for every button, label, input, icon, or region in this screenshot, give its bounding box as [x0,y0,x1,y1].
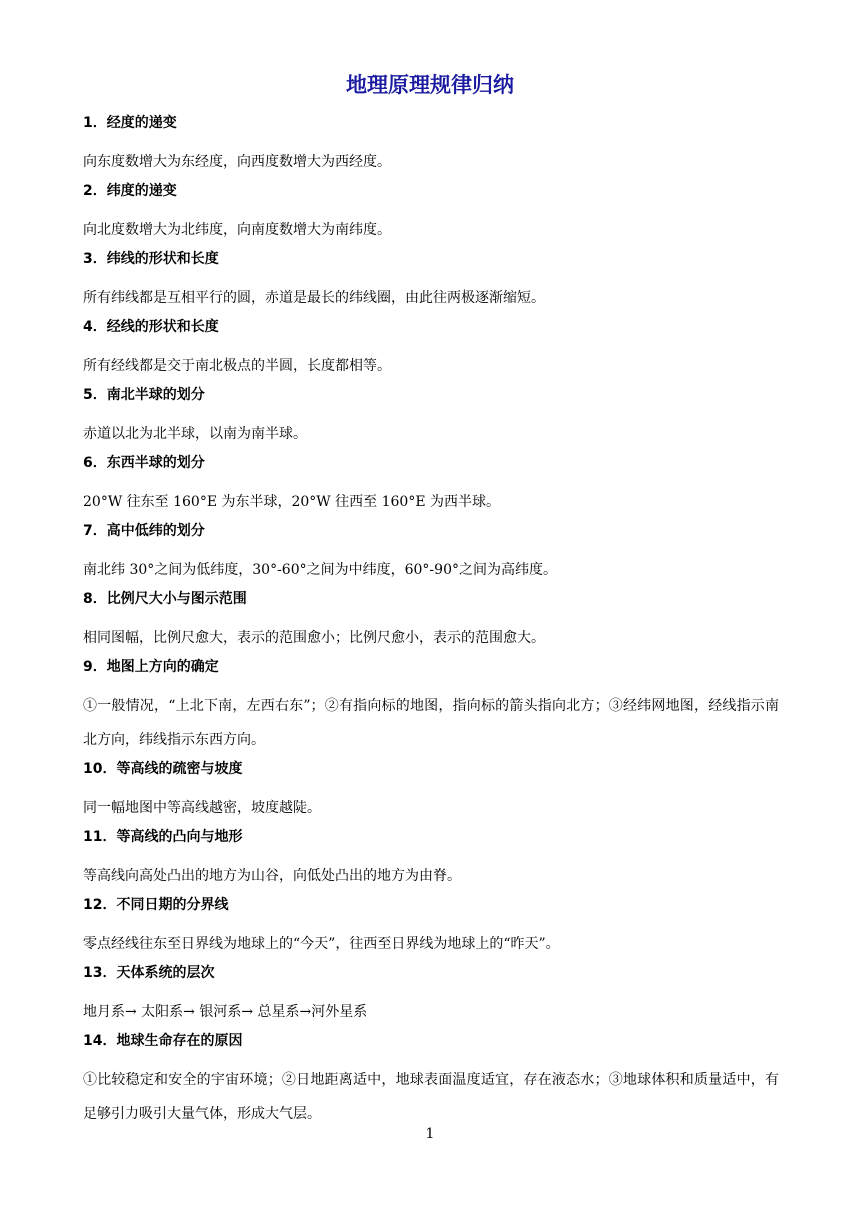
section-body: 向北度数增大为北纬度，向南度数增大为南纬度。 [83,222,391,238]
section-body: 南北纬 30°之间为低纬度，30°-60°之间为中纬度，60°-90°之间为高纬度。 [83,562,557,578]
section-heading: 13．天体系统的层次 [83,965,215,981]
section-10 [83,757,779,825]
page-number: 1 [425,1126,435,1142]
section-6 [83,451,779,519]
section-heading: 2．纬度的递变 [83,183,177,199]
section-body: 等高线向高处凸出的地方为山谷，向低处凸出的地方为由脊。 [83,868,461,884]
section-7 [83,519,779,587]
section-heading: 14．地球生命存在的原因 [83,1033,243,1049]
section-heading: 4．经线的形状和长度 [83,319,219,335]
section-body: 地月系→ 太阳系→ 银河系→ 总星系→河外星系 [83,1004,368,1020]
section-heading: 12．不同日期的分界线 [83,897,229,913]
section-body: ①比较稳定和安全的宇宙环境；②日地距离适中，地球表面温度适宜，存在液态水；③地球体积和质量适中，有足够引力吸引大量气体，形成大气层。 [83,1072,779,1122]
section-heading: 8．比例尺大小与图示范围 [83,591,247,607]
section-body: 向东度数增大为东经度，向西度数增大为西经度。 [83,154,391,170]
section-body: 同一幅地图中等高线越密，坡度越陡。 [83,800,321,816]
section-8 [83,587,779,655]
section-heading: 3．纬线的形状和长度 [83,251,219,267]
section-4 [83,315,779,383]
section-5 [83,383,779,451]
content-area [83,111,779,1131]
section-heading: 7．高中低纬的划分 [83,523,205,539]
page-title: 地理原理规律归纳 [346,73,514,97]
section-11 [83,825,779,893]
section-12 [83,893,779,961]
section-body: 赤道以北为北半球，以南为南半球。 [83,426,307,442]
section-13 [83,961,779,1029]
section-body: 20°W 往东至 160°E 为东半球，20°W 往西至 160°E 为西半球。 [83,494,500,510]
section-heading: 5．南北半球的划分 [83,387,205,403]
section-heading: 6．东西半球的划分 [83,455,205,471]
section-1 [83,111,779,179]
section-heading: 9．地图上方向的确定 [83,659,219,675]
section-9 [83,655,779,757]
section-body: ①一般情况，“上北下南，左西右东”；②有指向标的地图，指向标的箭头指向北方；③经纬网地图，经线指示南北方向，纬线指示东西方向。 [83,698,779,748]
section-body: 所有纬线都是互相平行的圆，赤道是最长的纬线圈，由此往两极逐渐缩短。 [83,290,545,306]
section-3 [83,247,779,315]
section-2 [83,179,779,247]
section-body: 相同图幅，比例尺愈大，表示的范围愈小；比例尺愈小，表示的范围愈大。 [83,630,545,646]
section-body: 零点经线往东至日界线为地球上的“今天”，往西至日界线为地球上的“昨天”。 [83,936,560,952]
section-heading: 11．等高线的凸向与地形 [83,829,243,845]
section-body: 所有经线都是交于南北极点的半圆，长度都相等。 [83,358,391,374]
section-heading: 10．等高线的疏密与坡度 [83,761,243,777]
section-heading: 1．经度的递变 [83,115,177,131]
section-14 [83,1029,779,1131]
